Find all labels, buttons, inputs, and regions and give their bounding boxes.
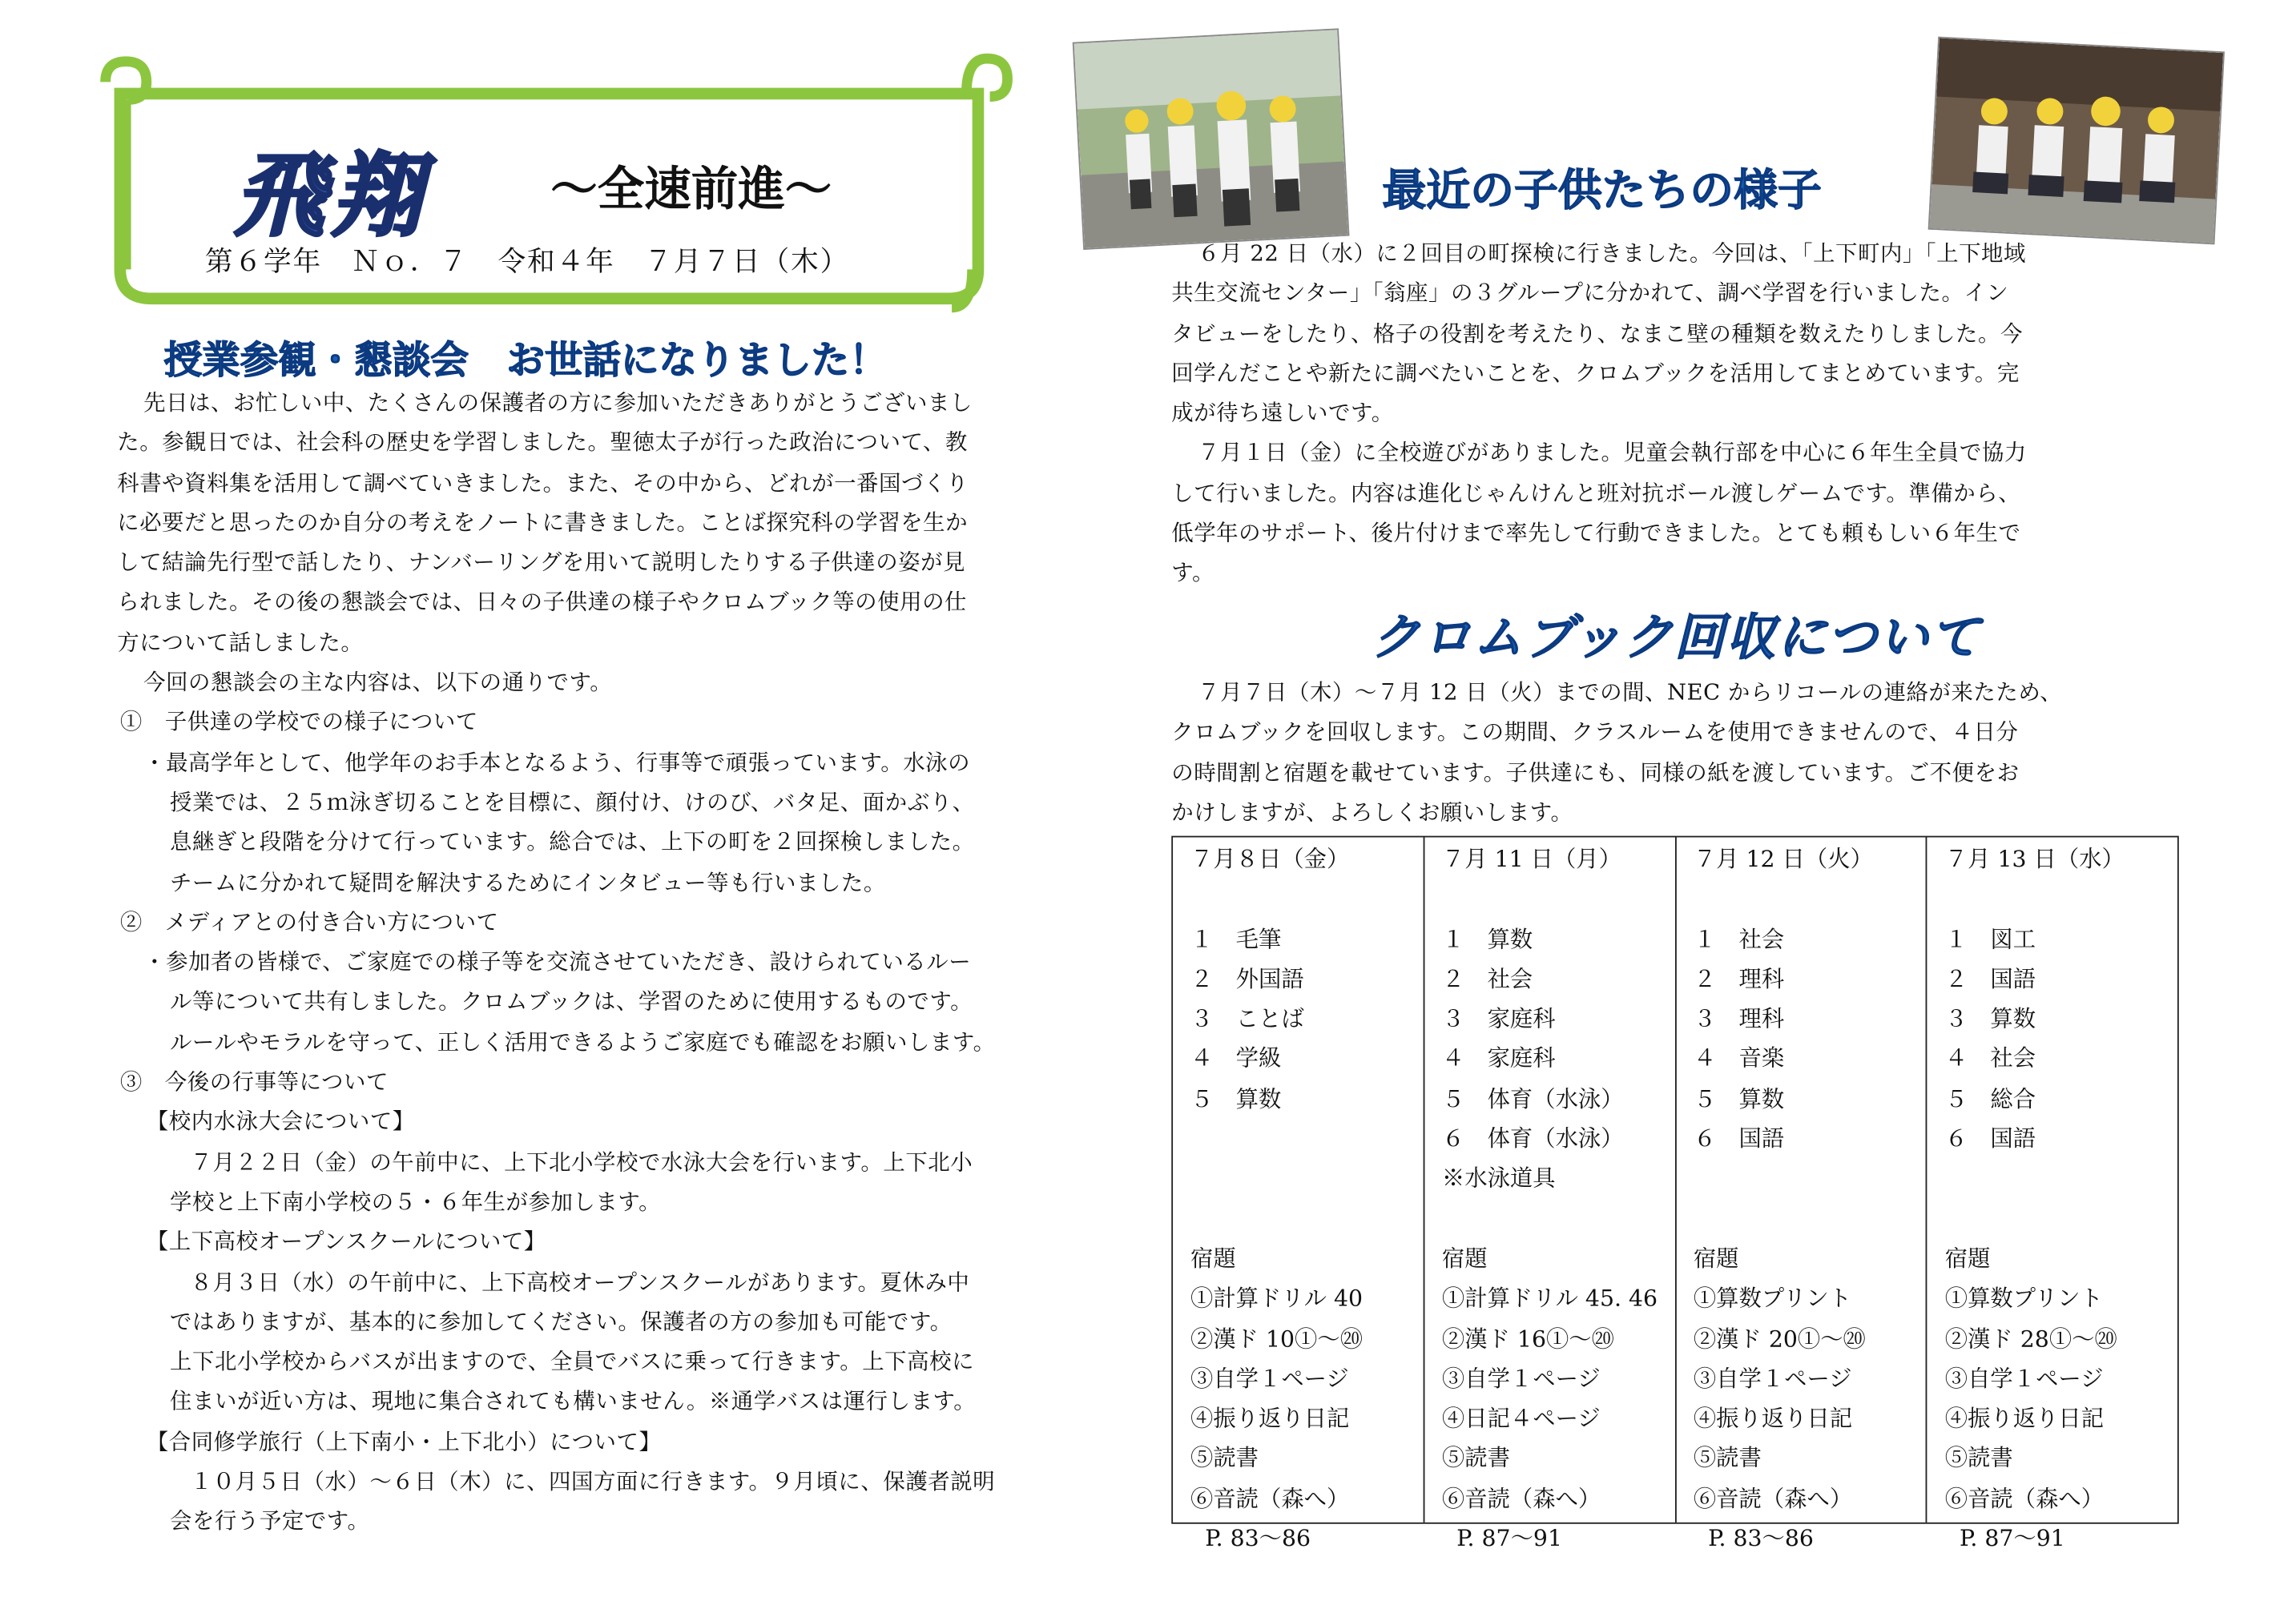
homework-item: ④振り返り日記	[1693, 1405, 1853, 1432]
body-line: ７月２２日（金）の午前中に、上下北小学校で水泳大会を行います。上下北小	[190, 1148, 973, 1176]
class-period	[1190, 1120, 1423, 1160]
body-line: 先日は、お忙しい中、たくさんの保護者の方に参加いただきありがとうございまし	[143, 389, 973, 416]
homework-item: ⑥音読（森へ）	[1190, 1485, 1350, 1512]
body-line: 息継ぎと段階を分けて行っています。総合では、上下の町を２回探検しました。	[170, 829, 975, 855]
class-period: ３ 算数	[1944, 1006, 2036, 1032]
schedule-date: ７月 13 日（水）	[1944, 846, 2125, 873]
class-period: ３ 家庭科	[1441, 1006, 1556, 1032]
body-line: ・最高学年として、他学年のお手本となるよう、行事等で頑張っています。水泳の	[143, 749, 971, 776]
parents-article	[117, 384, 1133, 1543]
class-period: ４ 社会	[1944, 1045, 2036, 1072]
homework-item: ④振り返り日記	[1944, 1405, 2105, 1432]
class-period: ５ 体育（水泳）	[1441, 1085, 1624, 1112]
homework-item: ⑤読書	[1944, 1445, 2013, 1472]
spacer	[1190, 880, 1423, 920]
homework-item: P. 87～91	[1456, 1525, 1562, 1552]
schedule-day-column	[1927, 838, 2177, 1552]
homework-item: ②漢ド 16①～⑳	[1441, 1325, 1614, 1353]
class-period: ２ 社会	[1441, 966, 1533, 993]
body-line: す。	[1171, 559, 1214, 586]
class-period: ５ 算数	[1190, 1085, 1282, 1112]
class-period: ２ 国語	[1944, 966, 2036, 993]
subsection-heading: 【上下高校オープンスクールについて】	[146, 1228, 546, 1255]
body-line: タビューをしたり、格子の役割を考えたり、なまこ壁の種類を数えたりしました。今	[1171, 320, 2023, 347]
class-period: ５ 算数	[1693, 1085, 1785, 1112]
chromebook-article	[1171, 674, 2181, 834]
chromebook-heading: クロムブック回収について	[1370, 609, 1981, 668]
body-line: クロムブックを回収します。この期間、クラスルームを使用できませんので、４日分	[1171, 718, 2019, 746]
homework-item: ⑤読書	[1441, 1445, 1510, 1472]
subsection-heading: 【校内水泳大会について】	[146, 1108, 415, 1136]
students-sitting-photo	[1928, 37, 2225, 245]
body-line: 今回の懇談会の主な内容は、以下の通りです。	[143, 669, 613, 696]
body-line: ル等について共有しました。クロムブックは、学習のために使用するものです。	[170, 988, 973, 1016]
body-line: 上下北小学校からバスが出ますので、全員でバスに乗って行きます。上下高校に	[170, 1348, 975, 1375]
homework-item: ⑤読書	[1693, 1445, 1762, 1472]
class-period	[1190, 1160, 1423, 1200]
body-line: ６月 22 日（水）に２回目の町探検に行きました。今回は、「上下町内」「上下地域	[1198, 239, 2027, 267]
homework-item: P. 83～86	[1205, 1525, 1311, 1552]
class-period: １ 図工	[1944, 926, 2036, 953]
homework-item: ③自学１ページ	[1190, 1366, 1349, 1392]
masthead-subtitle: ～全速前進～	[550, 161, 832, 217]
class-period: ２ 外国語	[1190, 966, 1304, 993]
homework-item: ④日記４ページ	[1441, 1405, 1601, 1432]
homework-item: P. 87～91	[1960, 1525, 2065, 1552]
class-period: ４ 音楽	[1693, 1045, 1785, 1072]
homework-item: ③自学１ページ	[1944, 1366, 2104, 1392]
masthead-title: 飛翔	[234, 142, 428, 249]
class-period	[1945, 1160, 2177, 1200]
spacer	[1945, 880, 2177, 920]
class-period: ６ 体育（水泳）	[1441, 1125, 1624, 1152]
body-line: ７月７日（木）～７月 12 日（火）までの間、NEC からリコールの連絡が来たため、	[1198, 679, 2063, 706]
class-period: ３ ことば	[1190, 1006, 1304, 1032]
homework-item: ③自学１ページ	[1441, 1366, 1601, 1392]
homework-item: ①算数プリント	[1944, 1285, 2103, 1313]
body-line: 低学年のサポート、後片付けまで率先して行動できました。とても頼もしい６年生で	[1171, 520, 2021, 546]
body-line: ８月３日（水）の午前中に、上下高校オープンスクールがあります。夏休み中	[190, 1268, 970, 1295]
body-line: 学校と上下南小学校の５・６年生が参加します。	[170, 1189, 662, 1215]
body-line: １０月５日（水）～６日（木）に、四国方面に行きます。９月頃に、保護者説明	[190, 1468, 996, 1495]
homework-item: ①算数プリント	[1693, 1285, 1852, 1313]
class-period: ３ 理科	[1693, 1006, 1785, 1032]
homework-item: ②漢ド 28①～⑳	[1944, 1325, 2117, 1353]
spacer	[1190, 1200, 1423, 1240]
class-period: ※水泳道具	[1441, 1165, 1556, 1193]
homework-item: ⑥音読（森へ）	[1441, 1485, 1601, 1512]
homework-label: 宿題	[1944, 1245, 1991, 1273]
homework-item: ③自学１ページ	[1693, 1366, 1852, 1392]
item-heading: ③ 今後の行事等について	[119, 1068, 389, 1096]
body-line: して結論先行型で話したり、ナンバーリングを用いて説明したりする子供達の姿が見	[117, 549, 966, 576]
class-period: ５ 総合	[1944, 1085, 2036, 1112]
homework-item: ①計算ドリル 40	[1190, 1285, 1364, 1313]
body-line: かけしますが、よろしくお願いします。	[1171, 798, 1573, 826]
class-period: ４ 家庭科	[1441, 1045, 1556, 1072]
body-line: た。参観日では、社会科の歴史を学習しました。聖徳太子が行った政治について、教	[117, 429, 968, 456]
body-line: 会を行う予定です。	[170, 1508, 370, 1535]
body-line: 科書や資料集を活用して調べていきました。また、その中から、どれが一番国づくり	[117, 469, 969, 496]
class-period: ２ 理科	[1693, 966, 1785, 993]
body-line: の時間割と宿題を載せています。子供達にも、同様の紙を渡しています。ご不便をお	[1171, 758, 2020, 786]
spacer	[1442, 880, 1674, 920]
class-period: １ 毛筆	[1190, 926, 1282, 953]
homework-label: 宿題	[1441, 1245, 1488, 1273]
schedule-date: ７月 12 日（火）	[1693, 846, 1873, 873]
body-line: ７月１日（金）に全校遊びがありました。児童会執行部を中心に６年生全員で協力	[1198, 440, 2027, 467]
spacer	[1694, 1200, 1926, 1240]
class-period: １ 算数	[1441, 926, 1533, 953]
schedule-day-column	[1424, 838, 1676, 1552]
item-heading: ① 子供達の学校での様子について	[119, 709, 478, 736]
body-line: 共生交流センター」「翁座」の３グループに分かれて、調べ学習を行いました。イン	[1171, 280, 2009, 307]
body-line: 授業では、２５ｍ泳ぎ切ることを目標に、顔付け、けのび、バタ足、面かぶり、	[170, 789, 975, 816]
kids-article	[1171, 234, 2181, 593]
body-line: して行いました。内容は進化じゃんけんと班対抗ボール渡しゲームです。準備から、	[1171, 480, 2021, 507]
schedule-date: ７月 11 日（月）	[1441, 846, 1621, 873]
body-line: ルールやモラルを守って、正しく活用できるようご家庭でも確認をお願いします。	[170, 1028, 996, 1056]
students-walking-photo	[1073, 28, 1350, 250]
item-heading: ② メディアとの付き合い方について	[119, 908, 499, 935]
body-line: 回学んだことや新たに調べたいことを、クロムブックを活用してまとめています。完	[1171, 360, 2020, 387]
kids-heading: 最近の子供たちの様子	[1382, 165, 1822, 217]
homework-item: ②漢ド 10①～⑳	[1190, 1325, 1364, 1353]
body-line: られました。その後の懇談会では、日々の子供達の様子やクロムブック等の使用の仕	[117, 589, 968, 616]
schedule-day-column	[1173, 838, 1424, 1552]
class-period: ６ 国語	[1944, 1125, 2036, 1152]
spacer	[1945, 1200, 2177, 1240]
body-line: に必要だと思ったのか自分の考えをノートに書きました。ことば探究科の学習を生か	[117, 509, 969, 536]
homework-item: ④振り返り日記	[1190, 1405, 1350, 1432]
schedule-date: ７月８日（金）	[1190, 846, 1350, 873]
homework-item: ⑤読書	[1190, 1445, 1259, 1472]
class-period: ４ 学級	[1190, 1045, 1282, 1072]
homework-item: ⑥音読（森へ）	[1693, 1485, 1853, 1512]
subsection-heading: 【合同修学旅行（上下南小・上下北小）について】	[146, 1428, 662, 1455]
issue-line: 第６学年 Ｎｏ．７ 令和４年 ７月７日（木）	[204, 246, 850, 279]
class-period: １ 社会	[1693, 926, 1785, 953]
body-line: チームに分かれて疑問を解決するためにインタビュー等も行いました。	[170, 868, 886, 895]
schedule-day-column	[1676, 838, 1927, 1552]
body-line: ・参加者の皆様で、ご家庭での様子等を交流させていただき、設けられているルー	[143, 948, 972, 975]
body-line: 成が待ち遠しいです。	[1171, 400, 1394, 427]
homework-item: P. 83～86	[1708, 1525, 1814, 1552]
spacer	[1442, 1200, 1674, 1240]
class-period: ６ 国語	[1693, 1125, 1785, 1152]
schedule-table	[1171, 836, 2179, 1552]
parents-heading: 授業参観・懇談会 お世話になりました！	[163, 340, 888, 384]
homework-item: ⑥音読（森へ）	[1944, 1485, 2105, 1512]
homework-label: 宿題	[1693, 1245, 1739, 1273]
spacer	[1694, 880, 1926, 920]
homework-item: ①計算ドリル 45. 46	[1441, 1285, 1658, 1313]
homework-label: 宿題	[1190, 1245, 1236, 1273]
body-line: 住まいが近い方は、現地に集合されても構いません。※通学バスは運行します。	[170, 1388, 977, 1415]
homework-item: ②漢ド 20①～⑳	[1693, 1325, 1866, 1353]
body-line: ではありますが、基本的に参加してください。保護者の方の参加も可能です。	[170, 1308, 953, 1335]
body-line: 方について話しました。	[117, 629, 364, 656]
class-period	[1694, 1160, 1926, 1200]
